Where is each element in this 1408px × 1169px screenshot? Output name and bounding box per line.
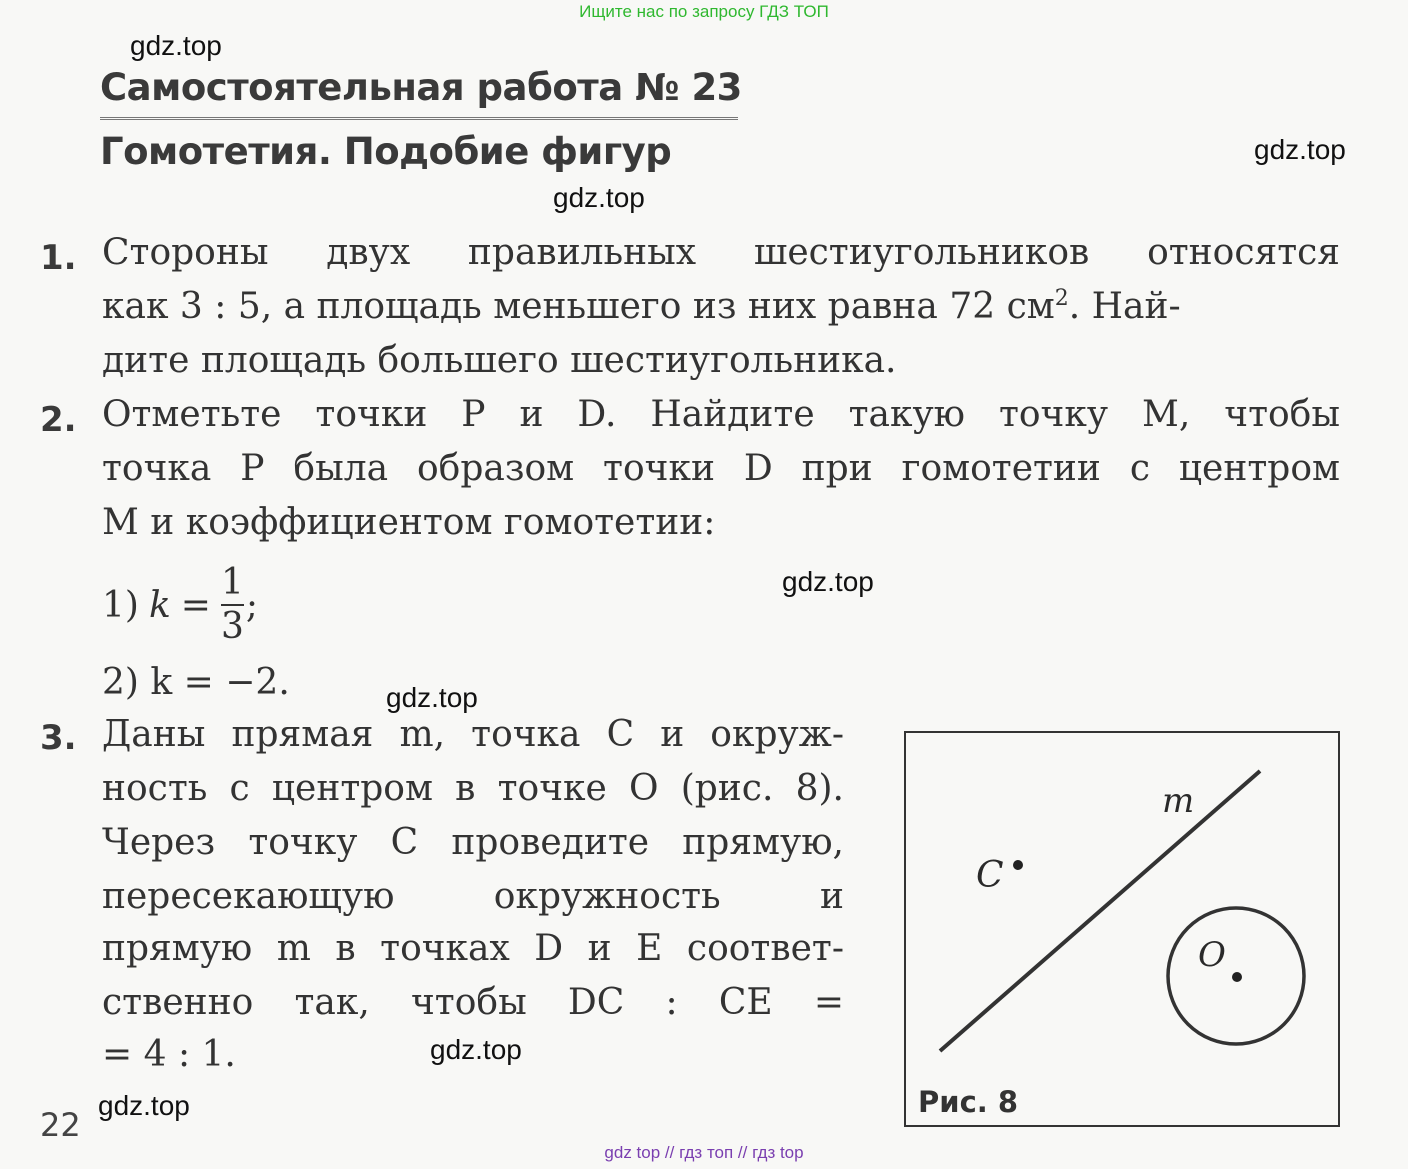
title-divider bbox=[100, 117, 738, 120]
watermark: gdz.top bbox=[386, 682, 478, 713]
problem-text-line: точка P была образом точки D при гомотетии с центром bbox=[102, 448, 1340, 489]
problem-text-segment: как 3 : 5, а площадь меньшего из них равна 72 см bbox=[102, 286, 1055, 327]
label-m: m bbox=[1162, 781, 1195, 821]
equals-sign: = bbox=[180, 584, 211, 626]
label-o: O bbox=[1198, 935, 1226, 975]
problem-number: 2. bbox=[40, 400, 77, 440]
case-1 bbox=[102, 560, 258, 650]
figure-caption: Рис. 8 bbox=[918, 1085, 1019, 1119]
figure-drawing bbox=[906, 733, 1338, 1125]
variable-k: k bbox=[148, 584, 171, 626]
problem-number: 1. bbox=[40, 238, 77, 278]
denominator: 3 bbox=[220, 606, 244, 647]
case-label: 1) bbox=[102, 584, 139, 626]
superscript: 2 bbox=[1054, 286, 1069, 311]
problem-text-line: Даны прямая m, точка C и окруж- bbox=[102, 714, 844, 755]
page-title: Самостоятельная работа № 23 bbox=[100, 66, 742, 109]
problem-text-line: Через точку C проведите прямую, bbox=[102, 822, 844, 863]
search-banner: Ищите нас по запросу ГДЗ ТОП bbox=[579, 2, 829, 21]
label-c: C bbox=[976, 855, 1004, 896]
page-subtitle: Гомотетия. Подобие фигур bbox=[100, 130, 672, 173]
problem-text-line: = 4 : 1. bbox=[102, 1034, 236, 1075]
watermark: gdz.top bbox=[130, 30, 222, 61]
problem-text-line: ственно так, чтобы DC : CE = bbox=[102, 982, 844, 1023]
watermark: gdz.top bbox=[1254, 134, 1346, 165]
numerator: 1 bbox=[220, 562, 244, 603]
watermark: gdz.top bbox=[98, 1090, 190, 1121]
fraction bbox=[220, 562, 244, 647]
case-2: 2) k = −2. bbox=[102, 662, 290, 703]
point-c bbox=[1013, 860, 1023, 870]
watermark: gdz.top bbox=[782, 566, 874, 597]
problem-text-line: M и коэффициентом гомотетии: bbox=[102, 502, 716, 543]
problem-text-line: прямую m в точках D и E соответ- bbox=[102, 928, 844, 969]
page-number: 22 bbox=[40, 1106, 81, 1144]
footer-links: gdz top // гдз топ // гдз top bbox=[604, 1143, 804, 1162]
problem-text-line: Стороны двух правильных шестиугольников относятся bbox=[102, 232, 1340, 273]
problem-text-line: дите площадь большего шестиугольника. bbox=[102, 340, 897, 381]
watermark: gdz.top bbox=[430, 1034, 522, 1065]
semicolon: ; bbox=[245, 584, 258, 626]
point-o bbox=[1232, 972, 1242, 982]
problem-text-line: ность с центром в точке O (рис. 8). bbox=[102, 768, 844, 809]
problem-text-segment: . Най- bbox=[1068, 286, 1181, 327]
problem-text-line: пересекающую окружность и bbox=[102, 876, 844, 917]
figure-8 bbox=[904, 731, 1340, 1127]
problem-number: 3. bbox=[40, 718, 77, 758]
problem-text-line bbox=[102, 286, 1181, 327]
watermark: gdz.top bbox=[553, 182, 645, 213]
problem-text-line: Отметьте точки P и D. Найдите такую точку M, чтобы bbox=[102, 394, 1340, 435]
